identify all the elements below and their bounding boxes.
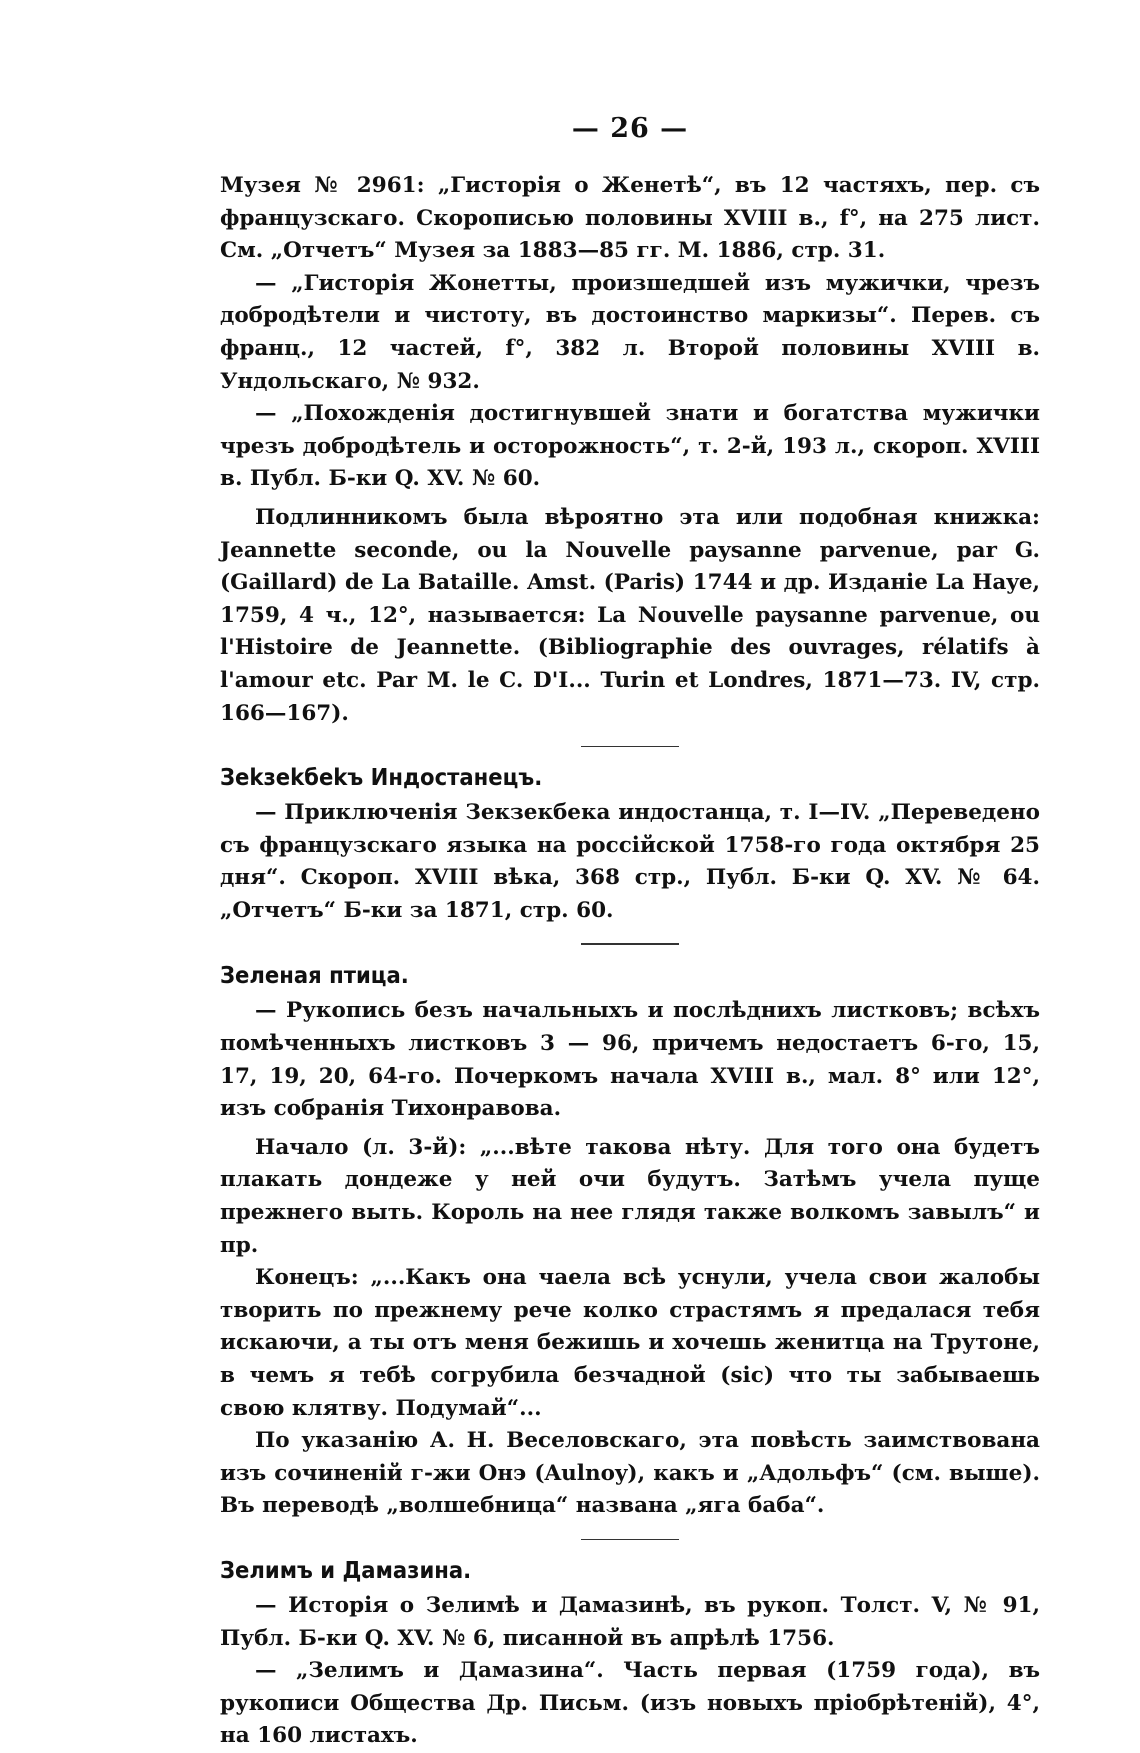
section-heading: Зелимъ и Дамазина. [220, 1557, 472, 1584]
page-content [220, 170, 1040, 1753]
section-divider [581, 746, 679, 747]
paragraph: — Приключенія Зекзекбека индостанца, т. I—IV. „Переведено съ французскаго языка на россійской 1758-го года октября 25 дня“. Скороп. XVIII вѣка, 368 стр., Публ. Б-ки Q. XV. № 64. „Отчетъ“ Б-ки за 1871, стр. 60. [220, 800, 1040, 923]
page-number: — 26 — [571, 113, 689, 144]
paragraph: — „Похожденія достигнувшей знати и богатства мужички чрезъ добродѣтель и осторожность“, т. 2-й, 193 л., скороп. XVIII в. Публ. Б-ки Q. XV. № 60. [220, 401, 1040, 492]
paragraph: Конецъ: „...Какъ она чаела всѣ уснули, учела свои жалобы творить по прежнему рече колко страстямъ я предалася тебя искаючи, а ты отъ меня бежишь и хочешь женитца на Трутоне, в чемъ я тебѣ согрубила безчадной (sic) что ты забываешь свою клятву. Подумай“... [220, 1265, 1040, 1421]
paragraph: — Исторія о Зелимѣ и Дамазинѣ, въ рукоп. Толст. V, № 91, Публ. Б-ки Q. XV. № 6, писанной въ апрѣлѣ 1756. [220, 1592, 1040, 1651]
section-heading: Зеленая птица. [220, 963, 409, 990]
section-divider [581, 1539, 679, 1540]
paragraph: По указанію А. Н. Веселовскаго, эта повѣсть заимствована изъ сочиненій г-жи Онэ (Aulnoy), какъ и „Адольфъ“ (см. выше). Въ переводѣ „волшебница“ названа „яга баба“. [220, 1428, 1040, 1519]
section-heading: Зеkзеkбеkъ Индостанецъ. [220, 765, 543, 792]
paragraph: — „Зелимъ и Дамазина“. Часть первая (1759 года), въ рукописи Общества Др. Письм. (изъ новыхъ пріобрѣтеній), 4°, на 160 листахъ. [220, 1658, 1040, 1749]
paragraph: Музея № 2961: „Гисторія о Женетѣ“, въ 12 частяхъ, пер. съ французскаго. Скорописью половины XVIII в., f°, на 275 лист. См. „Отчетъ“ Музея за 1883—85 гг. М. 1886, стр. 31. [220, 173, 1040, 264]
paragraph: — „Гисторія Жонетты, произшедшей изъ мужички, чрезъ добродѣтели и чистоту, въ достоинство маркизы“. Перев. съ франц., 12 частей, f°, 382 л. Второй половины XVIII в. Ундольскаго, № 932. [220, 270, 1040, 394]
paragraph: Начало (л. 3-й): „...вѣте такова нѣту. Для того она будетъ плакать дондеже у ней очи будутъ. Затѣмъ учела пуще прежнего выть. Король на нее глядя также волкомъ завылъ“ и пр. [220, 1134, 1040, 1258]
paragraph: — Рукопись безъ начальныхъ и послѣднихъ листковъ; всѣхъ помѣченныхъ листковъ 3 — 96, причемъ недостаетъ 6-го, 15, 17, 19, 20, 64-го. Почеркомъ начала XVIII в., мал. 8° или 12°, изъ собранія Тихонравова. [220, 998, 1040, 1122]
paragraph: Подлинникомъ была вѣроятно эта или подобная книжка: Jeannette seconde, ou la Nouvelle paysanne parvenue, par G. (Gaillard) de La Bataille. Amst. (Paris) 1744 и др. Изданіе La Haye, 1759, 4 ч., 12°, называется: La Nouvelle paysanne parvenue, ou l'Histoire de Jeannette. (Bibliographie des ouvrages, rélatifs à l'amour etc. Par M. le C. D'I... Turin et Londres, 1871—73. IV, стр. 166—167). [220, 504, 1040, 726]
section-divider [581, 943, 679, 945]
